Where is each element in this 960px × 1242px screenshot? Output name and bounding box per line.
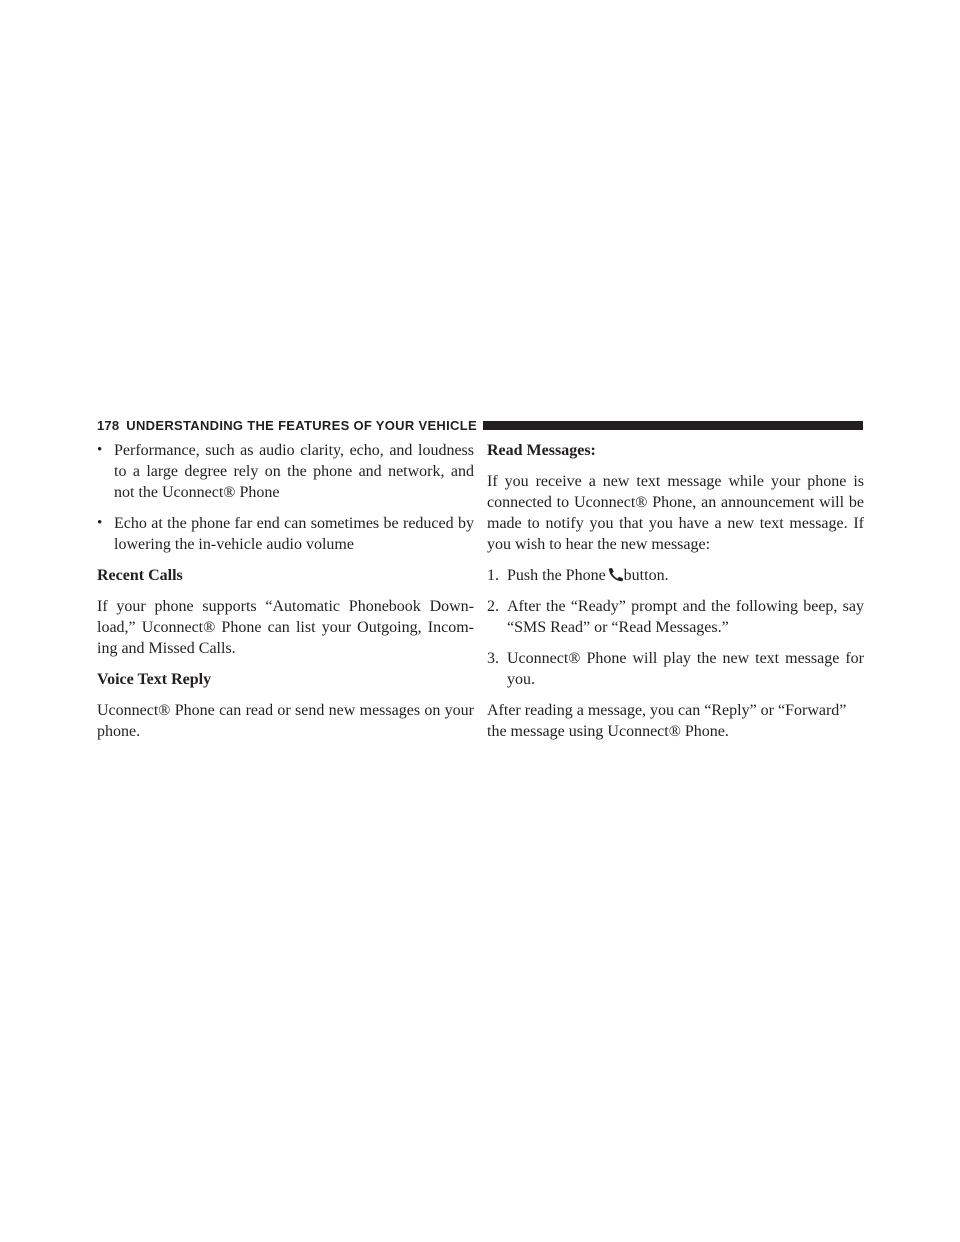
voice-text-reply-heading: Voice Text Reply — [97, 671, 212, 688]
step-number: 1. — [487, 567, 499, 584]
recent-calls-paragraph: If your phone supports “Automatic Phonebook Down-load,” Uconnect® Phone can list your Outgoing, Incom-ing and Missed Calls. — [97, 598, 474, 657]
bullet-text-echo: Echo at the phone far end can sometimes be reduced by lowering the in-vehicle audio volume — [114, 515, 474, 553]
page-number: 178 — [97, 417, 120, 433]
step-item — [487, 596, 864, 638]
section-title: UNDERSTANDING THE FEATURES OF YOUR VEHICLE — [126, 417, 477, 433]
phone-icon — [607, 567, 624, 582]
step-number: 2. — [487, 598, 499, 615]
step-text-before: Push the Phone — [507, 567, 606, 584]
page-header — [97, 416, 863, 434]
bullet-item — [97, 440, 474, 503]
step-number: 3. — [487, 650, 499, 667]
right-column — [487, 440, 864, 752]
step-text: After the “Ready” prompt and the following beep, say “SMS Read” or “Read Messages.” — [507, 598, 864, 636]
bullet-text-performance: Performance, such as audio clarity, echo, and loudness to a large degree rely on the phone and network, and not the Uconnect® Phone — [114, 442, 474, 501]
step-item — [487, 565, 864, 586]
bullet-marker: • — [97, 515, 103, 531]
header-rule — [483, 421, 863, 430]
read-messages-intro: If you receive a new text message while your phone is connected to Uconnect® Phone, an announcement will be made to notify you that you have a new text message. If you wish to hear the new message: — [487, 473, 864, 553]
step-text: Uconnect® Phone will play the new text message for you. — [507, 650, 864, 688]
step-text-after: button. — [623, 567, 669, 584]
bullet-marker: • — [97, 442, 103, 458]
voice-text-reply-paragraph: Uconnect® Phone can read or send new messages on your phone. — [97, 702, 474, 740]
step-text — [507, 565, 864, 586]
closing-paragraph: After reading a message, you can “Reply” or “Forward” the message using Uconnect® Phone. — [487, 702, 847, 740]
left-column — [97, 440, 474, 752]
step-item — [487, 648, 864, 690]
bullet-item — [97, 513, 474, 555]
read-messages-heading: Read Messages: — [487, 442, 596, 459]
recent-calls-heading: Recent Calls — [97, 567, 183, 584]
